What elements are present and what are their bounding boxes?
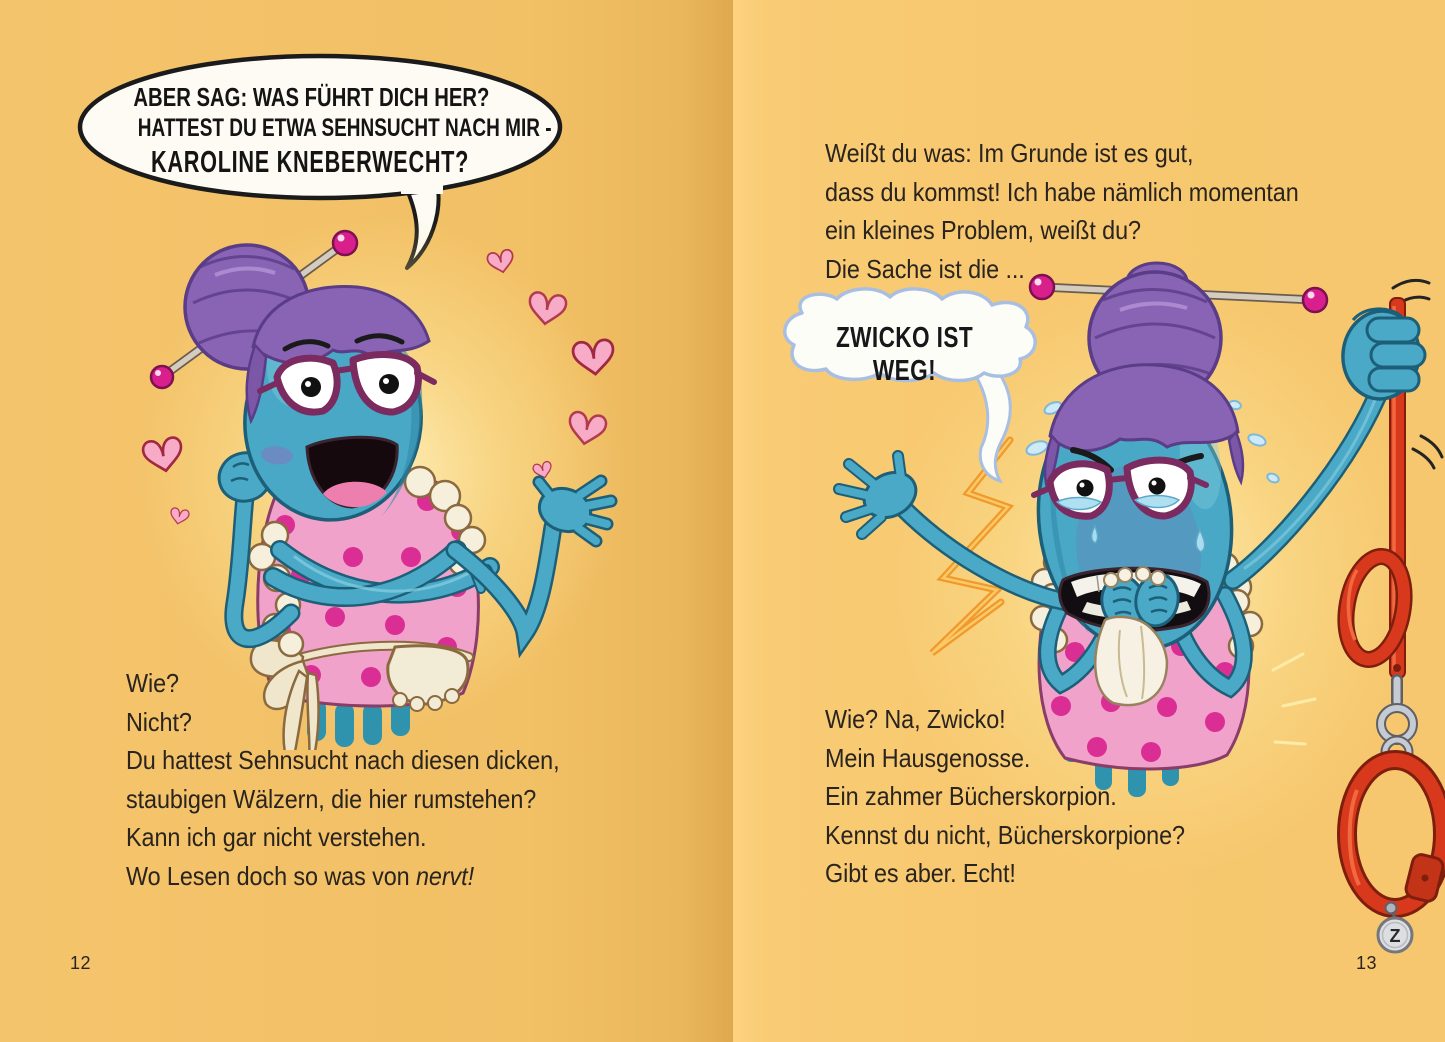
speech-bubble-line: KAROLINE KNEBERWECHT? (151, 144, 470, 179)
speech-bubble-text (85, 82, 552, 179)
story-text-line: Gibt es aber. Echt! (825, 858, 1016, 888)
story-text-line: staubigen Wälzern, die hier rumstehen? (126, 783, 537, 814)
story-text-line: Kann ich gar nicht verstehen. (126, 822, 427, 852)
collar-tag-letter: Z (1389, 926, 1401, 946)
story-text-line: Weißt du was: Im Grunde ist es gut, (825, 138, 1194, 168)
collar (1347, 760, 1445, 914)
story-text-line: Kennst du nicht, Bücherskorpione? (825, 819, 1185, 850)
thought-bubble-text: ZWICKO IST WEG! (835, 322, 974, 387)
story-text-line: Wo Lesen doch so was von nervt! (126, 860, 474, 891)
story-text-left (126, 664, 608, 895)
page-number: 13 (1356, 953, 1378, 973)
story-text-line: Die Sache ist die ... (825, 253, 1025, 284)
page-number: 12 (70, 953, 92, 973)
speech-bubble-line: ABER SAG: WAS FÜHRT DICH HER? (133, 82, 490, 112)
story-text-line: ein kleines Problem, weißt du? (825, 215, 1141, 245)
story-text-line: dass du kommst! Ich habe nämlich momentan (825, 176, 1299, 207)
thought-bubble (762, 283, 1062, 498)
story-text-line: Wie? Na, Zwicko! (825, 704, 1006, 734)
story-text-line: Nicht? (126, 706, 192, 737)
story-text-line: Wie? (126, 668, 179, 698)
story-text-right-bottom (825, 700, 1225, 893)
gripping-fist (1339, 307, 1425, 402)
story-text-line: Ein zahmer Bücherskorpion. (825, 781, 1117, 811)
story-text-line: Mein Hausgenosse. (825, 742, 1031, 773)
speech-bubble-line: HATTEST DU ETWA SEHNSUCHT NACH MIR - (137, 114, 552, 142)
story-text-line: Du hattest Sehnsucht nach diesen dicken, (126, 745, 560, 775)
collar-tag (1378, 912, 1412, 952)
